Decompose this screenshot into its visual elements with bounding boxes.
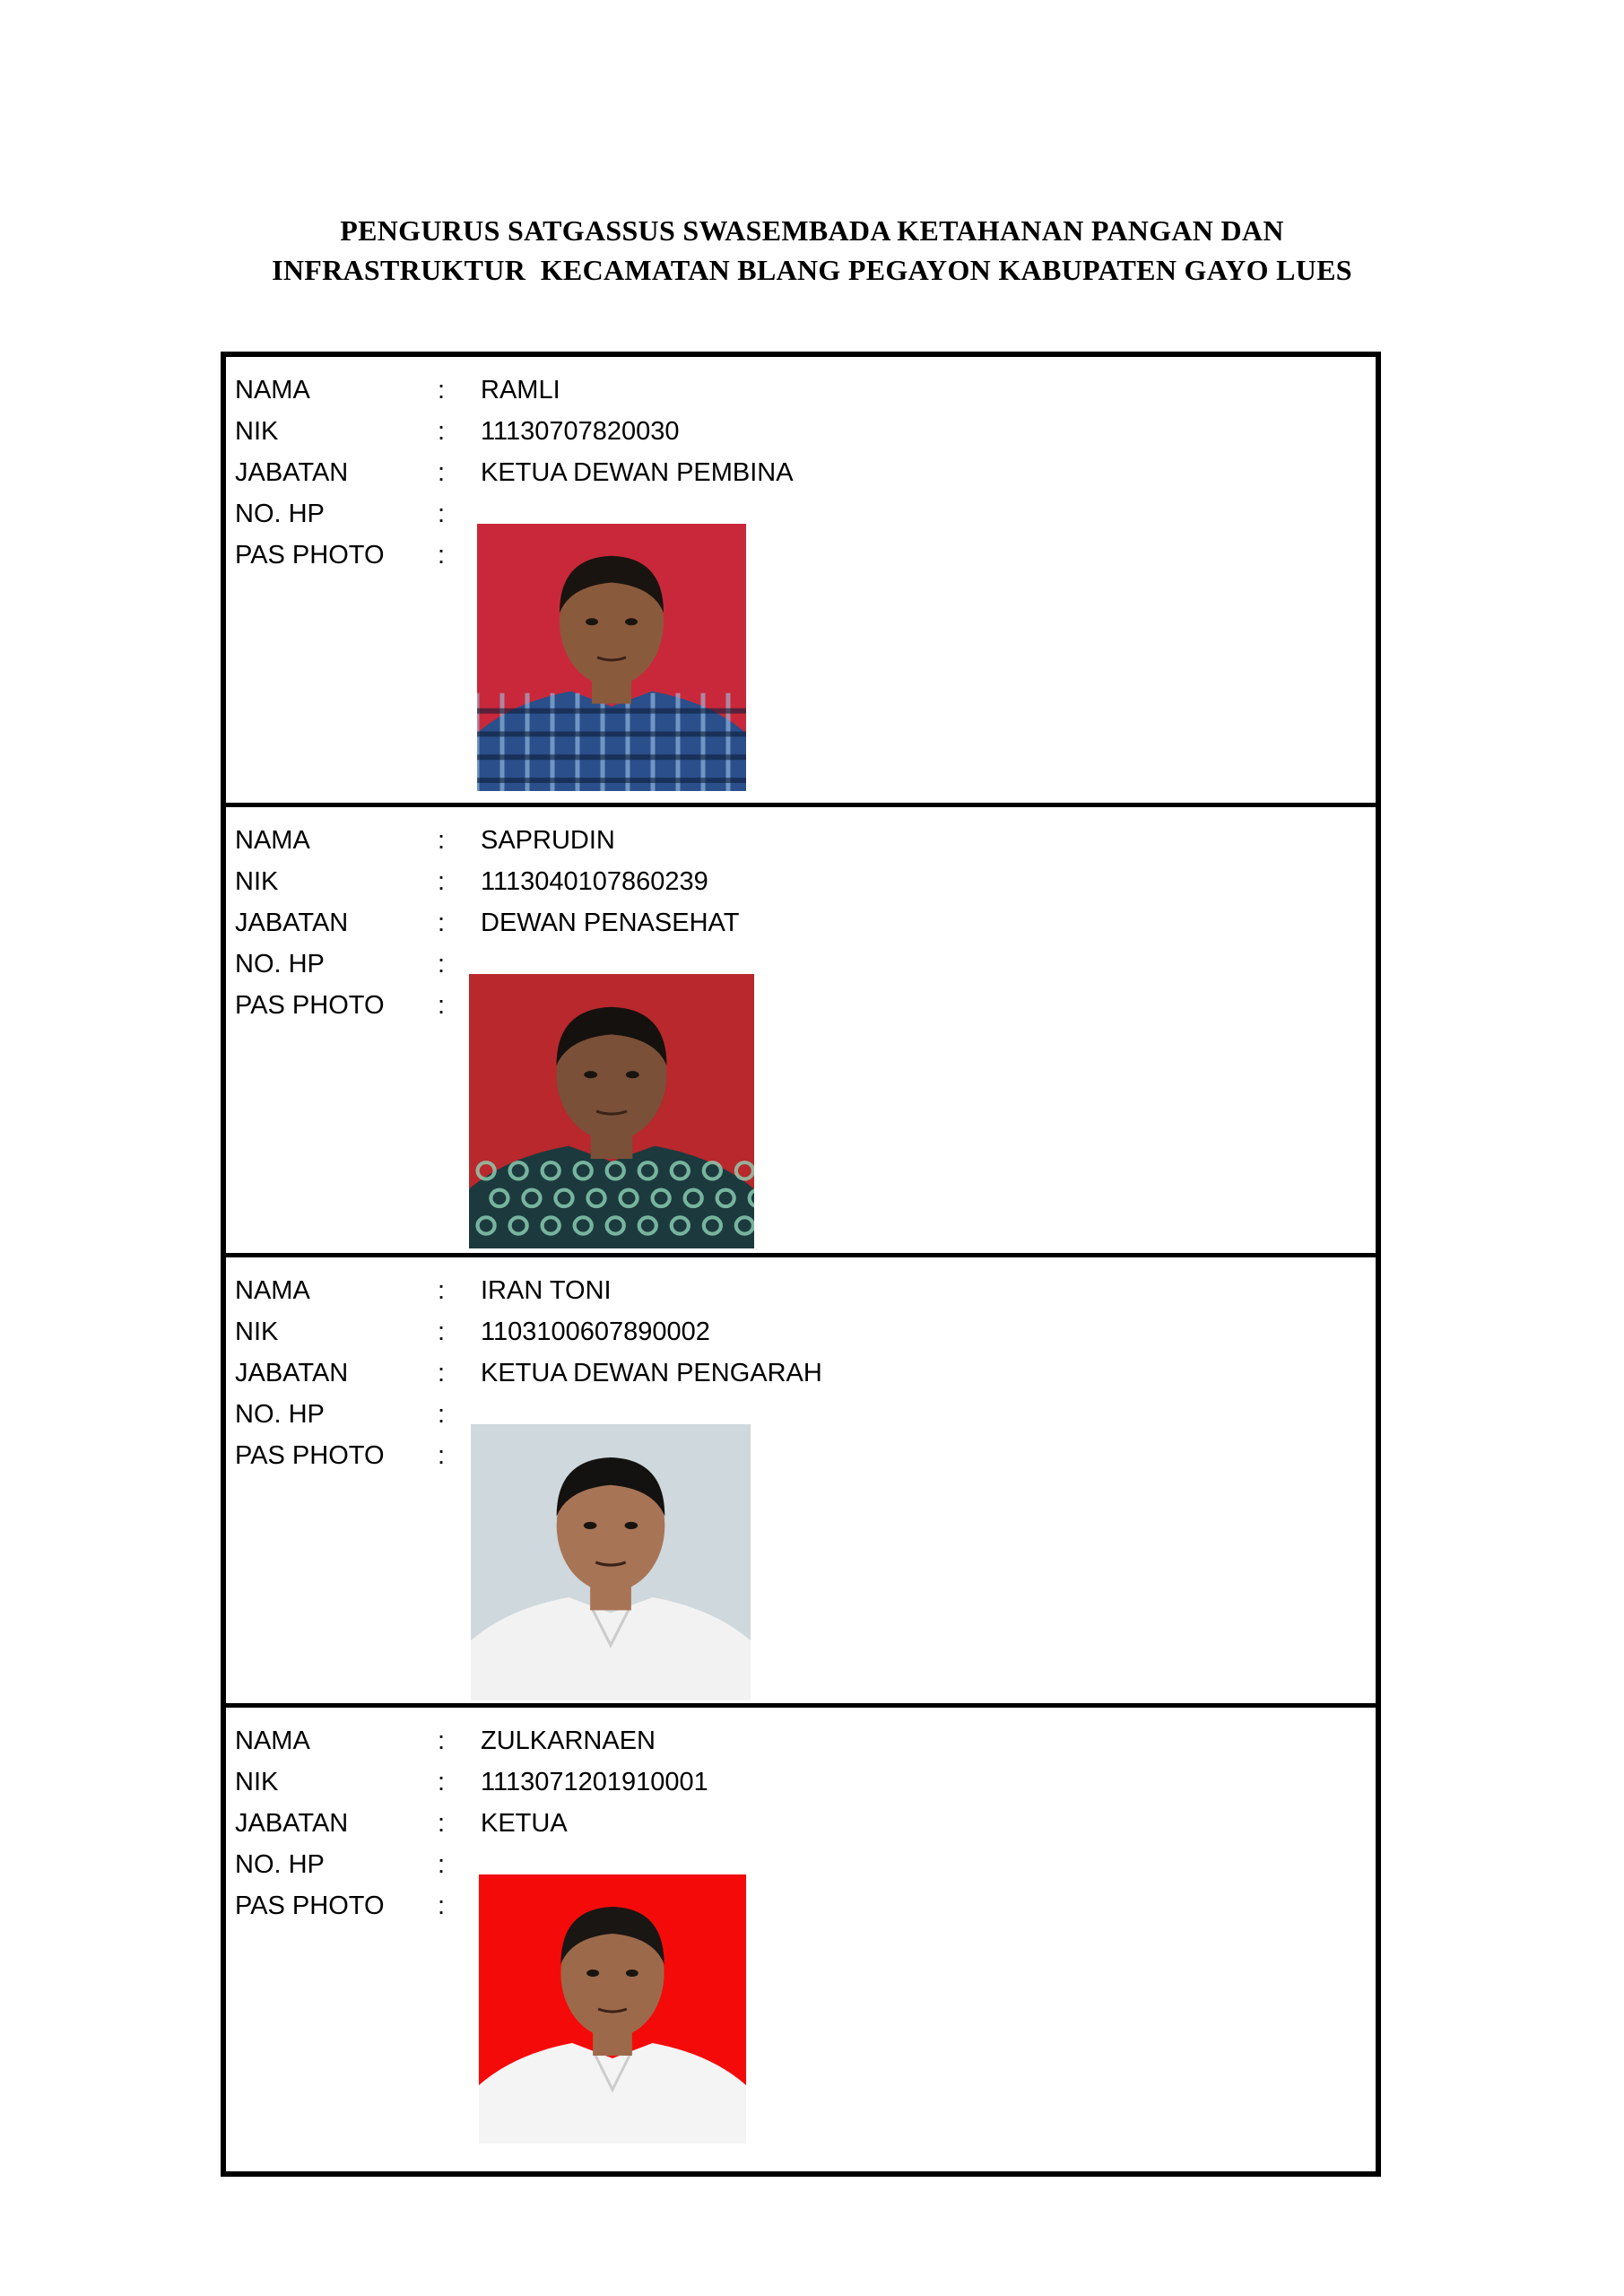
label-nik: NIK	[235, 867, 279, 896]
colon: :	[438, 991, 446, 1020]
value-jabatan: KETUA DEWAN PEMBINA	[481, 458, 794, 487]
label-no-hp: NO. HP	[235, 1400, 325, 1429]
pas-photo-image	[469, 974, 754, 1248]
value-nik: 11130707820030	[481, 417, 680, 446]
label-jabatan: JABATAN	[235, 1809, 349, 1838]
colon: :	[438, 458, 446, 487]
label-nik: NIK	[235, 1318, 279, 1346]
portrait-svg	[477, 524, 746, 791]
label-pas-photo: PAS PHOTO	[235, 541, 385, 570]
label-nik: NIK	[235, 1768, 279, 1796]
label-nama: NAMA	[235, 376, 310, 404]
members-table	[221, 352, 1381, 2177]
document-title	[0, 211, 1624, 290]
member-record	[226, 1257, 1376, 1708]
colon: :	[438, 1726, 446, 1755]
label-no-hp: NO. HP	[235, 500, 325, 528]
colon: :	[438, 1276, 446, 1305]
colon: :	[438, 826, 446, 855]
label-nama: NAMA	[235, 826, 310, 855]
label-jabatan: JABATAN	[235, 1359, 349, 1387]
colon: :	[438, 1768, 446, 1796]
colon: :	[438, 541, 446, 570]
colon: :	[438, 950, 446, 978]
colon: :	[438, 1441, 446, 1470]
member-record	[226, 807, 1376, 1257]
label-pas-photo: PAS PHOTO	[235, 1892, 385, 1920]
label-jabatan: JABATAN	[235, 458, 349, 487]
colon: :	[438, 1400, 446, 1429]
label-no-hp: NO. HP	[235, 1850, 325, 1879]
label-jabatan: JABATAN	[235, 909, 349, 937]
pas-photo-image	[477, 524, 746, 791]
value-jabatan: KETUA DEWAN PENGARAH	[481, 1359, 822, 1387]
pas-photo-image	[479, 1874, 746, 2144]
portrait-svg	[469, 974, 754, 1248]
label-no-hp: NO. HP	[235, 950, 325, 978]
colon: :	[438, 867, 446, 896]
value-nama: IRAN TONI	[481, 1276, 612, 1305]
value-nik: 1113040107860239	[481, 867, 708, 896]
colon: :	[438, 417, 446, 446]
colon: :	[438, 909, 446, 937]
value-nik: 1113071201910001	[481, 1768, 708, 1796]
label-pas-photo: PAS PHOTO	[235, 991, 385, 1020]
label-pas-photo: PAS PHOTO	[235, 1441, 385, 1470]
member-record	[226, 1708, 1376, 2171]
label-nik: NIK	[235, 417, 279, 446]
value-jabatan: KETUA	[481, 1809, 568, 1838]
member-record	[226, 357, 1376, 807]
title-line-1: PENGURUS SATGASSUS SWASEMBADA KETAHANAN PANGAN DAN	[340, 214, 1284, 247]
colon: :	[438, 376, 446, 404]
value-nama: SAPRUDIN	[481, 826, 615, 855]
colon: :	[438, 1809, 446, 1838]
label-nama: NAMA	[235, 1726, 310, 1755]
colon: :	[438, 1318, 446, 1346]
value-nama: ZULKARNAEN	[481, 1726, 656, 1755]
colon: :	[438, 1359, 446, 1387]
colon: :	[438, 1892, 446, 1920]
colon: :	[438, 500, 446, 528]
pas-photo-image	[471, 1424, 751, 1700]
label-nama: NAMA	[235, 1276, 310, 1305]
value-nama: RAMLI	[481, 376, 560, 404]
portrait-svg	[479, 1874, 746, 2144]
value-jabatan: DEWAN PENASEHAT	[481, 909, 740, 937]
colon: :	[438, 1850, 446, 1879]
title-line-2: INFRASTRUKTUR KECAMATAN BLANG PEGAYON KABUPATEN GAYO LUES	[272, 254, 1352, 286]
value-nik: 1103100607890002	[481, 1318, 710, 1346]
portrait-svg	[471, 1424, 751, 1700]
